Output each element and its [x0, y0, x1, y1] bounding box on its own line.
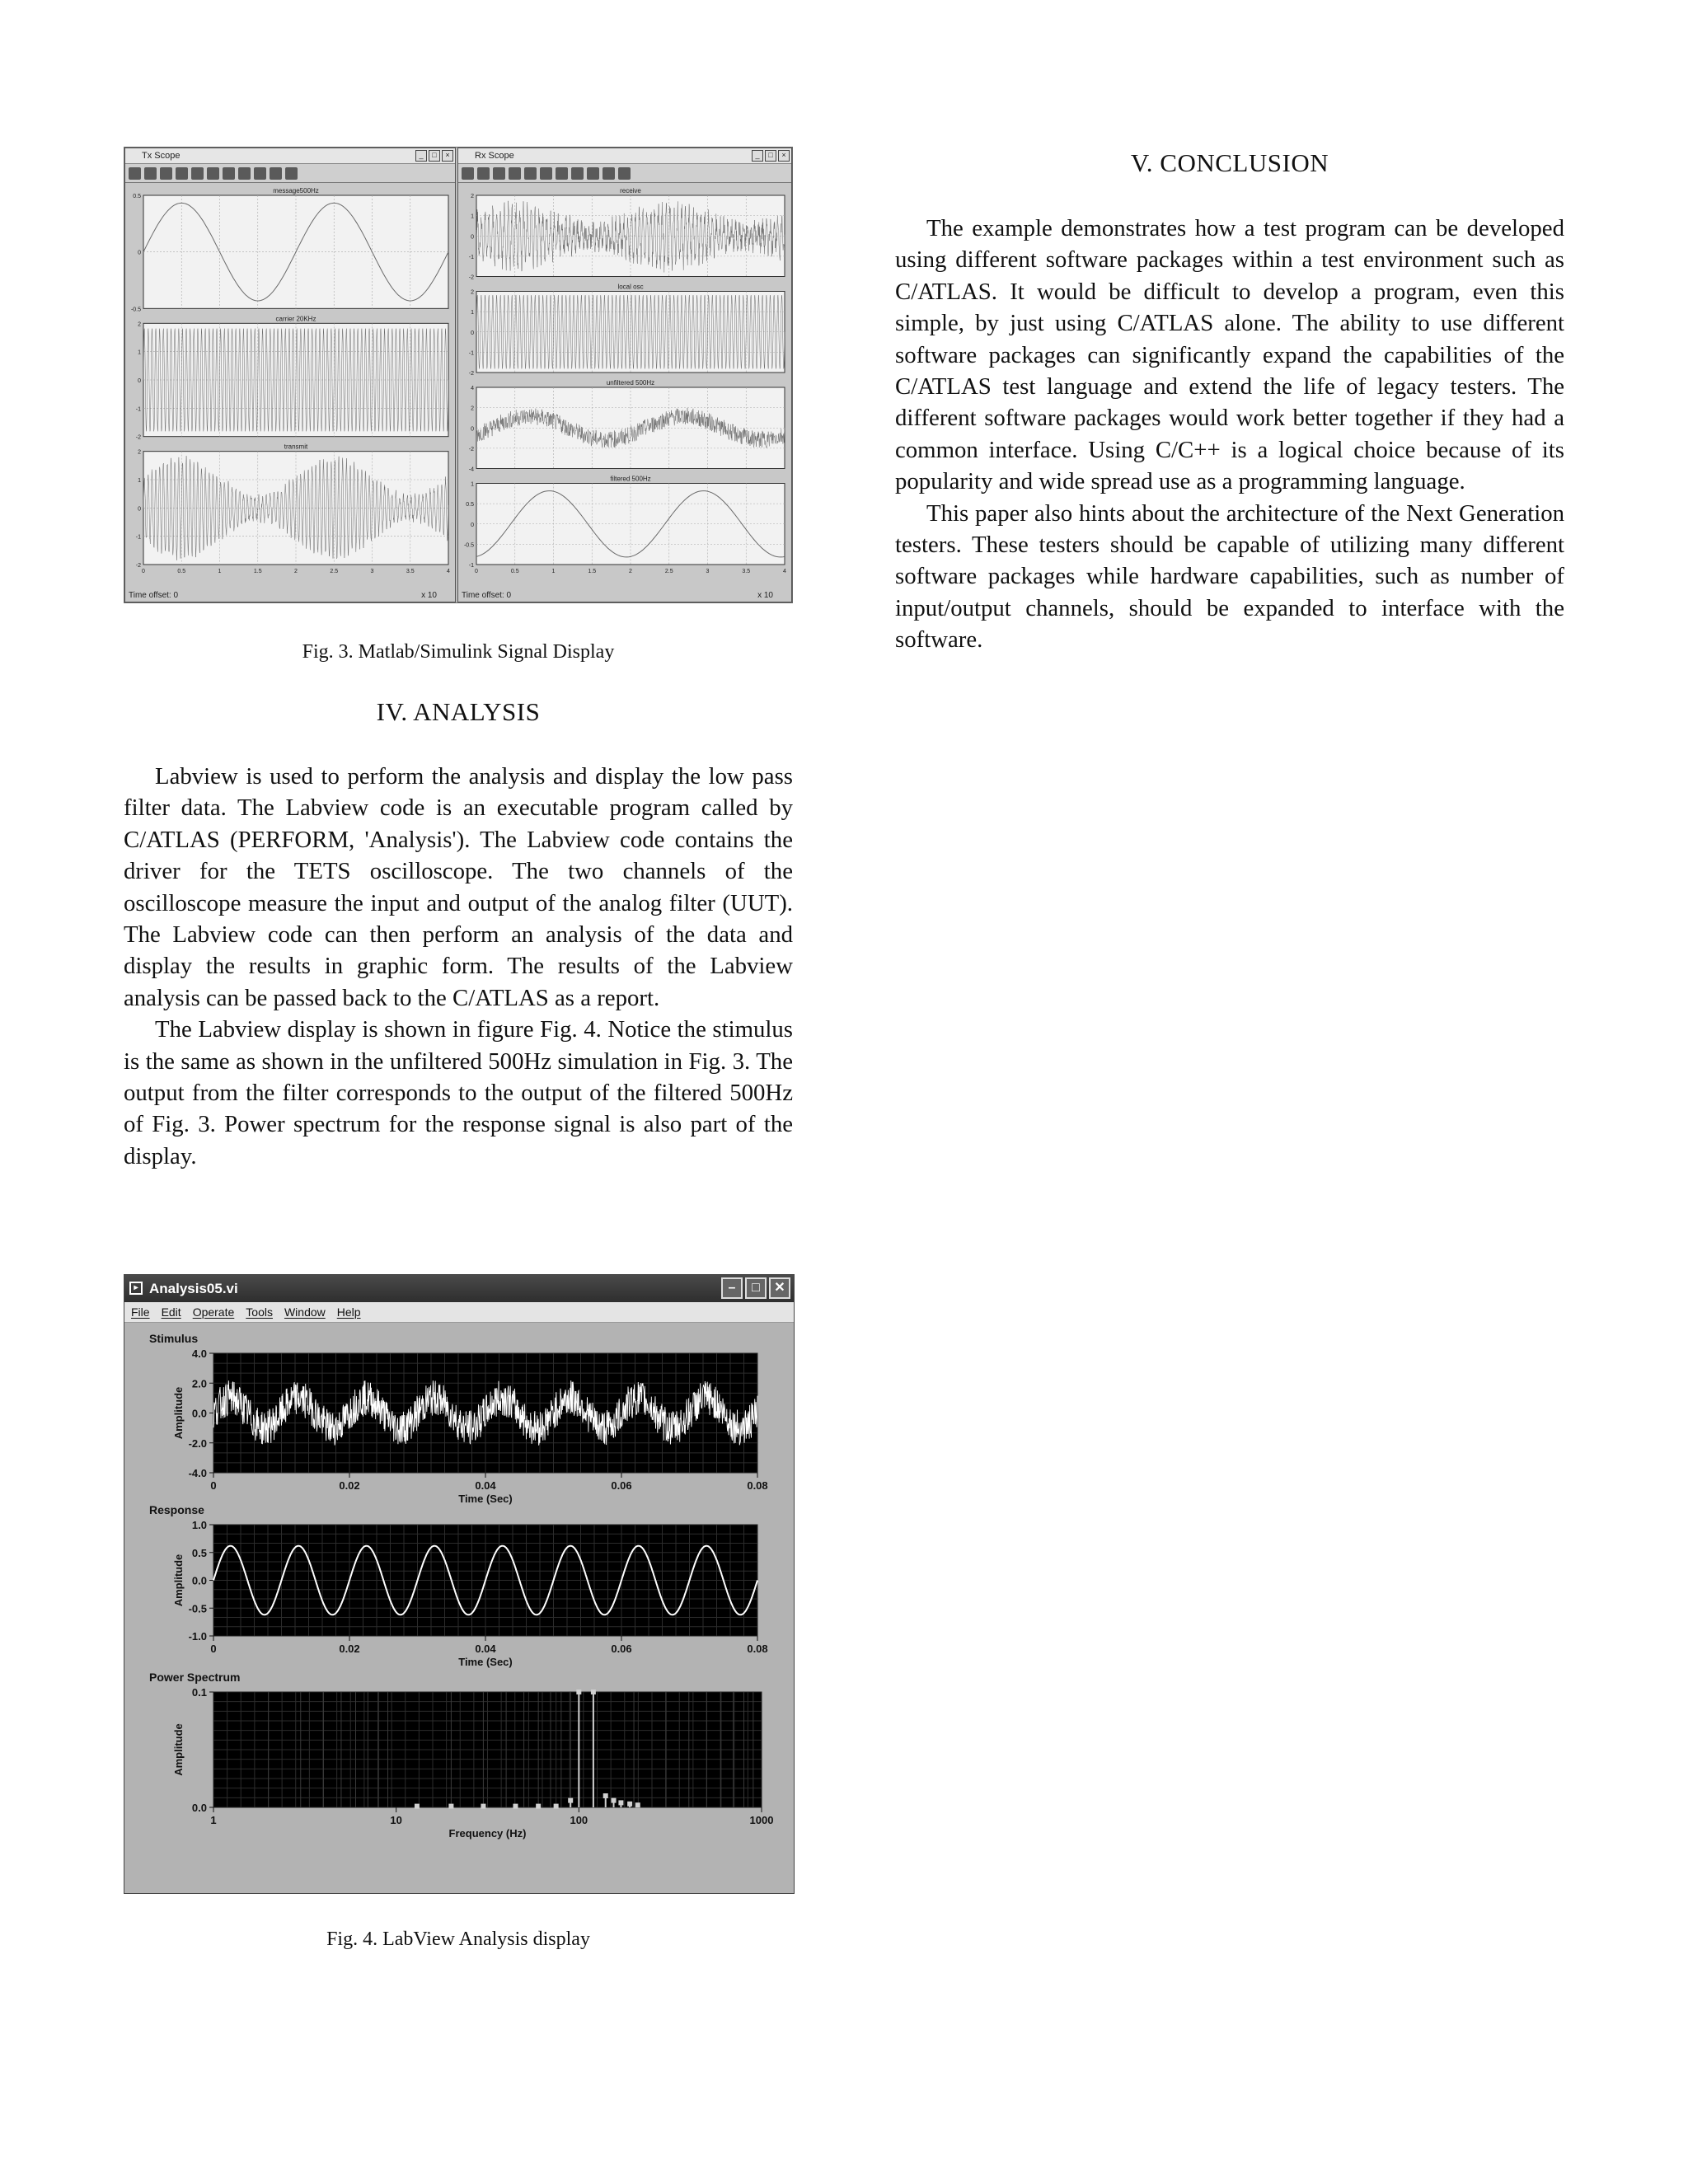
scope-x-tick-label: 4: [783, 569, 786, 574]
menu-help[interactable]: Help: [336, 1305, 361, 1319]
signal-select-icon[interactable]: [285, 167, 298, 180]
scope-y-tick-label: 1: [138, 349, 141, 356]
chart-y-tick-label: 0.1: [191, 1686, 207, 1699]
spectrum-point: [481, 1804, 485, 1809]
maximize-icon[interactable]: □: [745, 1277, 767, 1299]
chart-title: Power Spectrum: [149, 1671, 241, 1684]
scope-y-tick-label: 1: [138, 478, 141, 484]
section5-heading: V. CONCLUSION: [1130, 148, 1329, 177]
scope-panel-title: unfiltered 500Hz: [606, 379, 655, 387]
spectrum-point: [568, 1798, 573, 1803]
labview-app-icon: ▸: [129, 1282, 143, 1295]
section4-heading: IV. ANALYSIS: [376, 697, 541, 726]
scope-x-tick-label: 2.5: [330, 569, 339, 574]
scope-y-tick-label: 4: [471, 386, 474, 391]
minimize-icon[interactable]: _: [415, 150, 427, 162]
chart-y-tick-label: -0.5: [188, 1602, 207, 1615]
scope-x-tick-label: 1: [218, 569, 222, 574]
fig3-caption: Fig. 3. Matlab/Simulink Signal Display: [302, 641, 615, 663]
menu-operate[interactable]: Operate: [192, 1305, 235, 1319]
chart-y-tick-label: 0.5: [191, 1546, 207, 1559]
scope-y-tick-label: 0: [138, 378, 141, 384]
tx-scope-titlebar: [125, 148, 455, 164]
scope-y-tick-label: 0: [138, 506, 141, 513]
menu-tools[interactable]: Tools: [246, 1305, 273, 1319]
rx-scope-titlebar: [458, 148, 791, 164]
chart-x-tick-label: 0.04: [475, 1643, 496, 1655]
chart-x-tick-label: 0: [210, 1643, 217, 1655]
scope-y-tick-label: -1: [468, 563, 474, 569]
rx-scope-plots: [458, 182, 791, 592]
chart-x-axis-label: Time (Sec): [458, 1493, 513, 1505]
scope-y-tick-label: -1: [468, 254, 474, 260]
rx-x-exponent: x 10: [757, 591, 773, 600]
chart-title: Stimulus: [149, 1332, 199, 1345]
minimize-icon[interactable]: –: [721, 1277, 743, 1299]
scope-y-tick-label: 0.5: [466, 502, 474, 509]
chart-x-tick-label: 0: [210, 1479, 217, 1492]
scope-y-tick-label: 0.5: [133, 194, 141, 199]
scope-y-tick-label: 0: [471, 522, 474, 528]
scope-x-tick-label: 0: [475, 569, 478, 574]
chart-y-tick-label: -1.0: [188, 1630, 207, 1643]
chart-x-tick-label: 0.06: [611, 1643, 632, 1655]
scope-panel-title: local osc: [617, 283, 644, 291]
tx-time-offset: Time offset: 0: [129, 591, 179, 600]
print-icon[interactable]: [129, 167, 141, 180]
chart-y-tick-label: 0.0: [191, 1574, 207, 1587]
close-icon[interactable]: ×: [442, 150, 453, 162]
minimize-icon[interactable]: _: [752, 150, 763, 162]
chart-y-tick-label: 4.0: [191, 1347, 207, 1360]
fig4-caption: Fig. 4. LabView Analysis display: [326, 1929, 590, 1950]
zoom-icon[interactable]: [493, 167, 505, 180]
scope-x-tick-label: 3.5: [406, 569, 415, 574]
spectrum-point: [603, 1793, 608, 1798]
maximize-icon[interactable]: □: [765, 150, 776, 162]
chart-x-tick-label: 10: [390, 1814, 402, 1826]
scope-panel-title: message500Hz: [273, 187, 319, 194]
rx-scope-title: Rx Scope: [475, 151, 514, 161]
scope-y-tick-label: 2: [138, 449, 141, 456]
rx-time-offset: Time offset: 0: [462, 591, 512, 600]
chart-x-tick-label: 1000: [749, 1814, 774, 1826]
chart-y-axis-label: Amplitude: [172, 1386, 185, 1440]
params-icon[interactable]: [144, 167, 157, 180]
scope-panel-title: filtered 500Hz: [610, 475, 651, 483]
chart-y-axis-label: Amplitude: [172, 1554, 185, 1607]
menu-file[interactable]: File: [131, 1305, 150, 1319]
scope-x-tick-label: 2.5: [664, 569, 673, 574]
rx-scope-window: [457, 148, 792, 602]
zoom-y-icon[interactable]: [524, 167, 537, 180]
scope-y-tick-label: 1: [471, 481, 474, 488]
section5-paragraph-2: This paper also hints about the architecture of the Next Generation testers. These testers should be capable of utilizing many different software packages while hardware capabilities, such as number of input/output channels, should be expanded to interface with the software.: [895, 499, 1564, 654]
lock-icon[interactable]: [270, 167, 282, 180]
scope-y-tick-label: -1: [135, 406, 141, 413]
section5-paragraph-1: The example demonstrates how a test program can be developed using different software packages within a test environment such as C/ATLAS. It would be difficult to develop a program, even this simple, by just using C/ATLAS alone. The ability to use different software packages can significantly expand the capabilities of the C/ATLAS test language and extend the life of legacy testers. The different software packages would work better together if they had a common interface. Using C/C++ is a logical choice because of its popularity and wide spread use as a programming language.: [895, 215, 1564, 495]
scope-x-tick-label: 0: [142, 569, 145, 574]
chart-x-tick-label: 1: [210, 1814, 217, 1826]
spectrum-point: [554, 1804, 559, 1809]
chart-x-tick-label: 0.06: [611, 1479, 632, 1492]
spectrum-point: [612, 1798, 617, 1803]
scope-x-tick-label: 2: [294, 569, 298, 574]
spectrum-point: [627, 1802, 632, 1807]
fig3-scope-screenshot: [124, 147, 793, 603]
labview-menubar: [124, 1302, 794, 1323]
spectrum-point: [576, 1690, 581, 1694]
menu-window[interactable]: Window: [284, 1305, 326, 1319]
scope-y-tick-label: -4: [468, 466, 474, 473]
tx-x-exponent: x 10: [421, 591, 437, 600]
params-icon[interactable]: [477, 167, 490, 180]
chart-y-tick-label: 0.0: [191, 1802, 207, 1814]
chart-x-tick-label: 0.02: [339, 1479, 360, 1492]
close-icon[interactable]: ✕: [769, 1277, 790, 1299]
scope-panel-title: carrier 20KHz: [275, 315, 316, 323]
scope-y-tick-label: -2: [135, 434, 141, 441]
zoom-x-icon[interactable]: [176, 167, 188, 180]
scope-x-tick-label: 2: [629, 569, 632, 574]
spectrum-point: [415, 1804, 420, 1809]
tx-scope-title: Tx Scope: [142, 151, 181, 161]
fig4-labview-screenshot: [124, 1274, 795, 1894]
spectrum-point: [536, 1804, 541, 1809]
scope-x-tick-label: 1: [551, 569, 556, 574]
scope-y-tick-label: 0: [471, 234, 474, 241]
section4-paragraph-2: The Labview display is shown in figure Fig. 4. Notice the stimulus is the same as shown in the unfiltered 500Hz simulation in Fig. 3. The output from the filter corresponds to the output of the filtered 500Hz of Fig. 3. Power spectrum for the response signal is also part of the display.: [124, 1016, 793, 1169]
chart-y-tick-label: 1.0: [191, 1519, 207, 1531]
chart-y-tick-label: 0.0: [191, 1407, 207, 1420]
scope-y-tick-label: 0: [138, 250, 141, 256]
restore-axes-icon[interactable]: [238, 167, 251, 180]
spectrum-point: [635, 1802, 640, 1807]
zoom-y-icon[interactable]: [191, 167, 204, 180]
scope-y-tick-label: -1: [135, 534, 141, 541]
menu-edit[interactable]: Edit: [161, 1305, 181, 1319]
scope-panel-title: receive: [620, 187, 641, 194]
scope-panel-title: transmit: [284, 443, 308, 451]
scope-x-tick-label: 1.5: [253, 569, 262, 574]
chart-y-tick-label: 2.0: [191, 1377, 207, 1390]
scope-y-tick-label: -1: [468, 350, 474, 357]
chart-x-tick-label: 0.04: [475, 1479, 496, 1492]
scope-y-tick-label: -0.5: [463, 542, 474, 549]
zoom-icon[interactable]: [160, 167, 172, 180]
scope-y-tick-label: 2: [138, 321, 141, 328]
labview-front-panel: [124, 1323, 792, 1891]
float-icon[interactable]: [587, 167, 599, 180]
scope-y-tick-label: 0: [471, 330, 474, 336]
save-axes-icon[interactable]: [556, 167, 568, 180]
spectrum-point: [448, 1804, 453, 1809]
scope-y-tick-label: 0: [471, 426, 474, 433]
section4-body: [124, 761, 793, 1172]
labview-window-title: Analysis05.vi: [149, 1281, 238, 1296]
scope-x-tick-label: 1.5: [588, 569, 597, 574]
scope-y-tick-label: -2: [468, 446, 474, 452]
spectrum-point: [618, 1800, 623, 1805]
tx-scope-footer: [125, 590, 455, 602]
labview-titlebar: [124, 1275, 794, 1302]
chart-y-tick-label: -2.0: [188, 1436, 207, 1450]
chart-x-axis-label: Frequency (Hz): [448, 1827, 527, 1840]
scope-y-tick-label: -2: [468, 371, 474, 377]
scope-y-tick-label: 1: [471, 213, 474, 220]
rx-scope-toolbar: [458, 164, 791, 183]
autoscale-icon[interactable]: [540, 167, 552, 180]
scope-x-tick-label: 0.5: [177, 569, 186, 574]
maximize-icon[interactable]: □: [429, 150, 440, 162]
chart-x-axis-label: Time (Sec): [458, 1656, 513, 1668]
lock-icon[interactable]: [603, 167, 615, 180]
chart-x-tick-label: 0.08: [747, 1643, 768, 1655]
section5-body: [895, 213, 1564, 656]
tx-scope-window: [124, 148, 456, 602]
restore-axes-icon[interactable]: [571, 167, 584, 180]
zoom-x-icon[interactable]: [509, 167, 521, 180]
print-icon[interactable]: [462, 167, 474, 180]
scope-x-tick-label: 3.5: [742, 569, 751, 574]
scope-x-tick-label: 3: [706, 569, 710, 574]
scope-y-tick-label: -2: [468, 274, 474, 281]
chart-x-tick-label: 0.02: [339, 1643, 360, 1655]
scope-x-tick-label: 4: [447, 569, 450, 574]
scope-y-tick-label: 1: [471, 310, 474, 316]
scope-y-tick-label: 2: [471, 405, 474, 412]
chart-y-axis-label: Amplitude: [172, 1723, 185, 1776]
scope-y-tick-label: 2: [471, 194, 474, 199]
rx-scope-footer: [458, 590, 791, 602]
chart-y-tick-label: -4.0: [188, 1467, 207, 1479]
scope-y-tick-label: 2: [471, 289, 474, 296]
scope-x-tick-label: 0.5: [510, 569, 519, 574]
autoscale-icon[interactable]: [207, 167, 219, 180]
scope-x-tick-label: 3: [370, 569, 374, 574]
tx-scope-plots: [125, 182, 455, 592]
scope-y-tick-label: -0.5: [130, 307, 141, 313]
chart-title: Response: [149, 1503, 204, 1516]
scope-y-tick-label: -2: [135, 563, 141, 569]
chart-x-tick-label: 100: [570, 1814, 588, 1826]
float-icon[interactable]: [254, 167, 266, 180]
tx-scope-toolbar: [125, 164, 455, 183]
save-axes-icon[interactable]: [223, 167, 235, 180]
close-icon[interactable]: ×: [778, 150, 790, 162]
signal-select-icon[interactable]: [618, 167, 631, 180]
spectrum-point: [513, 1804, 518, 1809]
chart-x-tick-label: 0.08: [747, 1479, 768, 1492]
spectrum-point: [591, 1690, 596, 1694]
section4-paragraph-1: Labview is used to perform the analysis and display the low pass filter data. The Labview code is an executable program called by C/ATLAS (PERFORM, 'Analysis'). The Labview code contains the driver for the TETS oscilloscope. The two channels of the oscilloscope measure the input and output of the analog filter (UUT). The Labview code can then perform an analysis of the data and display the results in graphic form. The results of the Labview analysis can be passed back to the C/ATLAS as a report.: [124, 763, 793, 1011]
